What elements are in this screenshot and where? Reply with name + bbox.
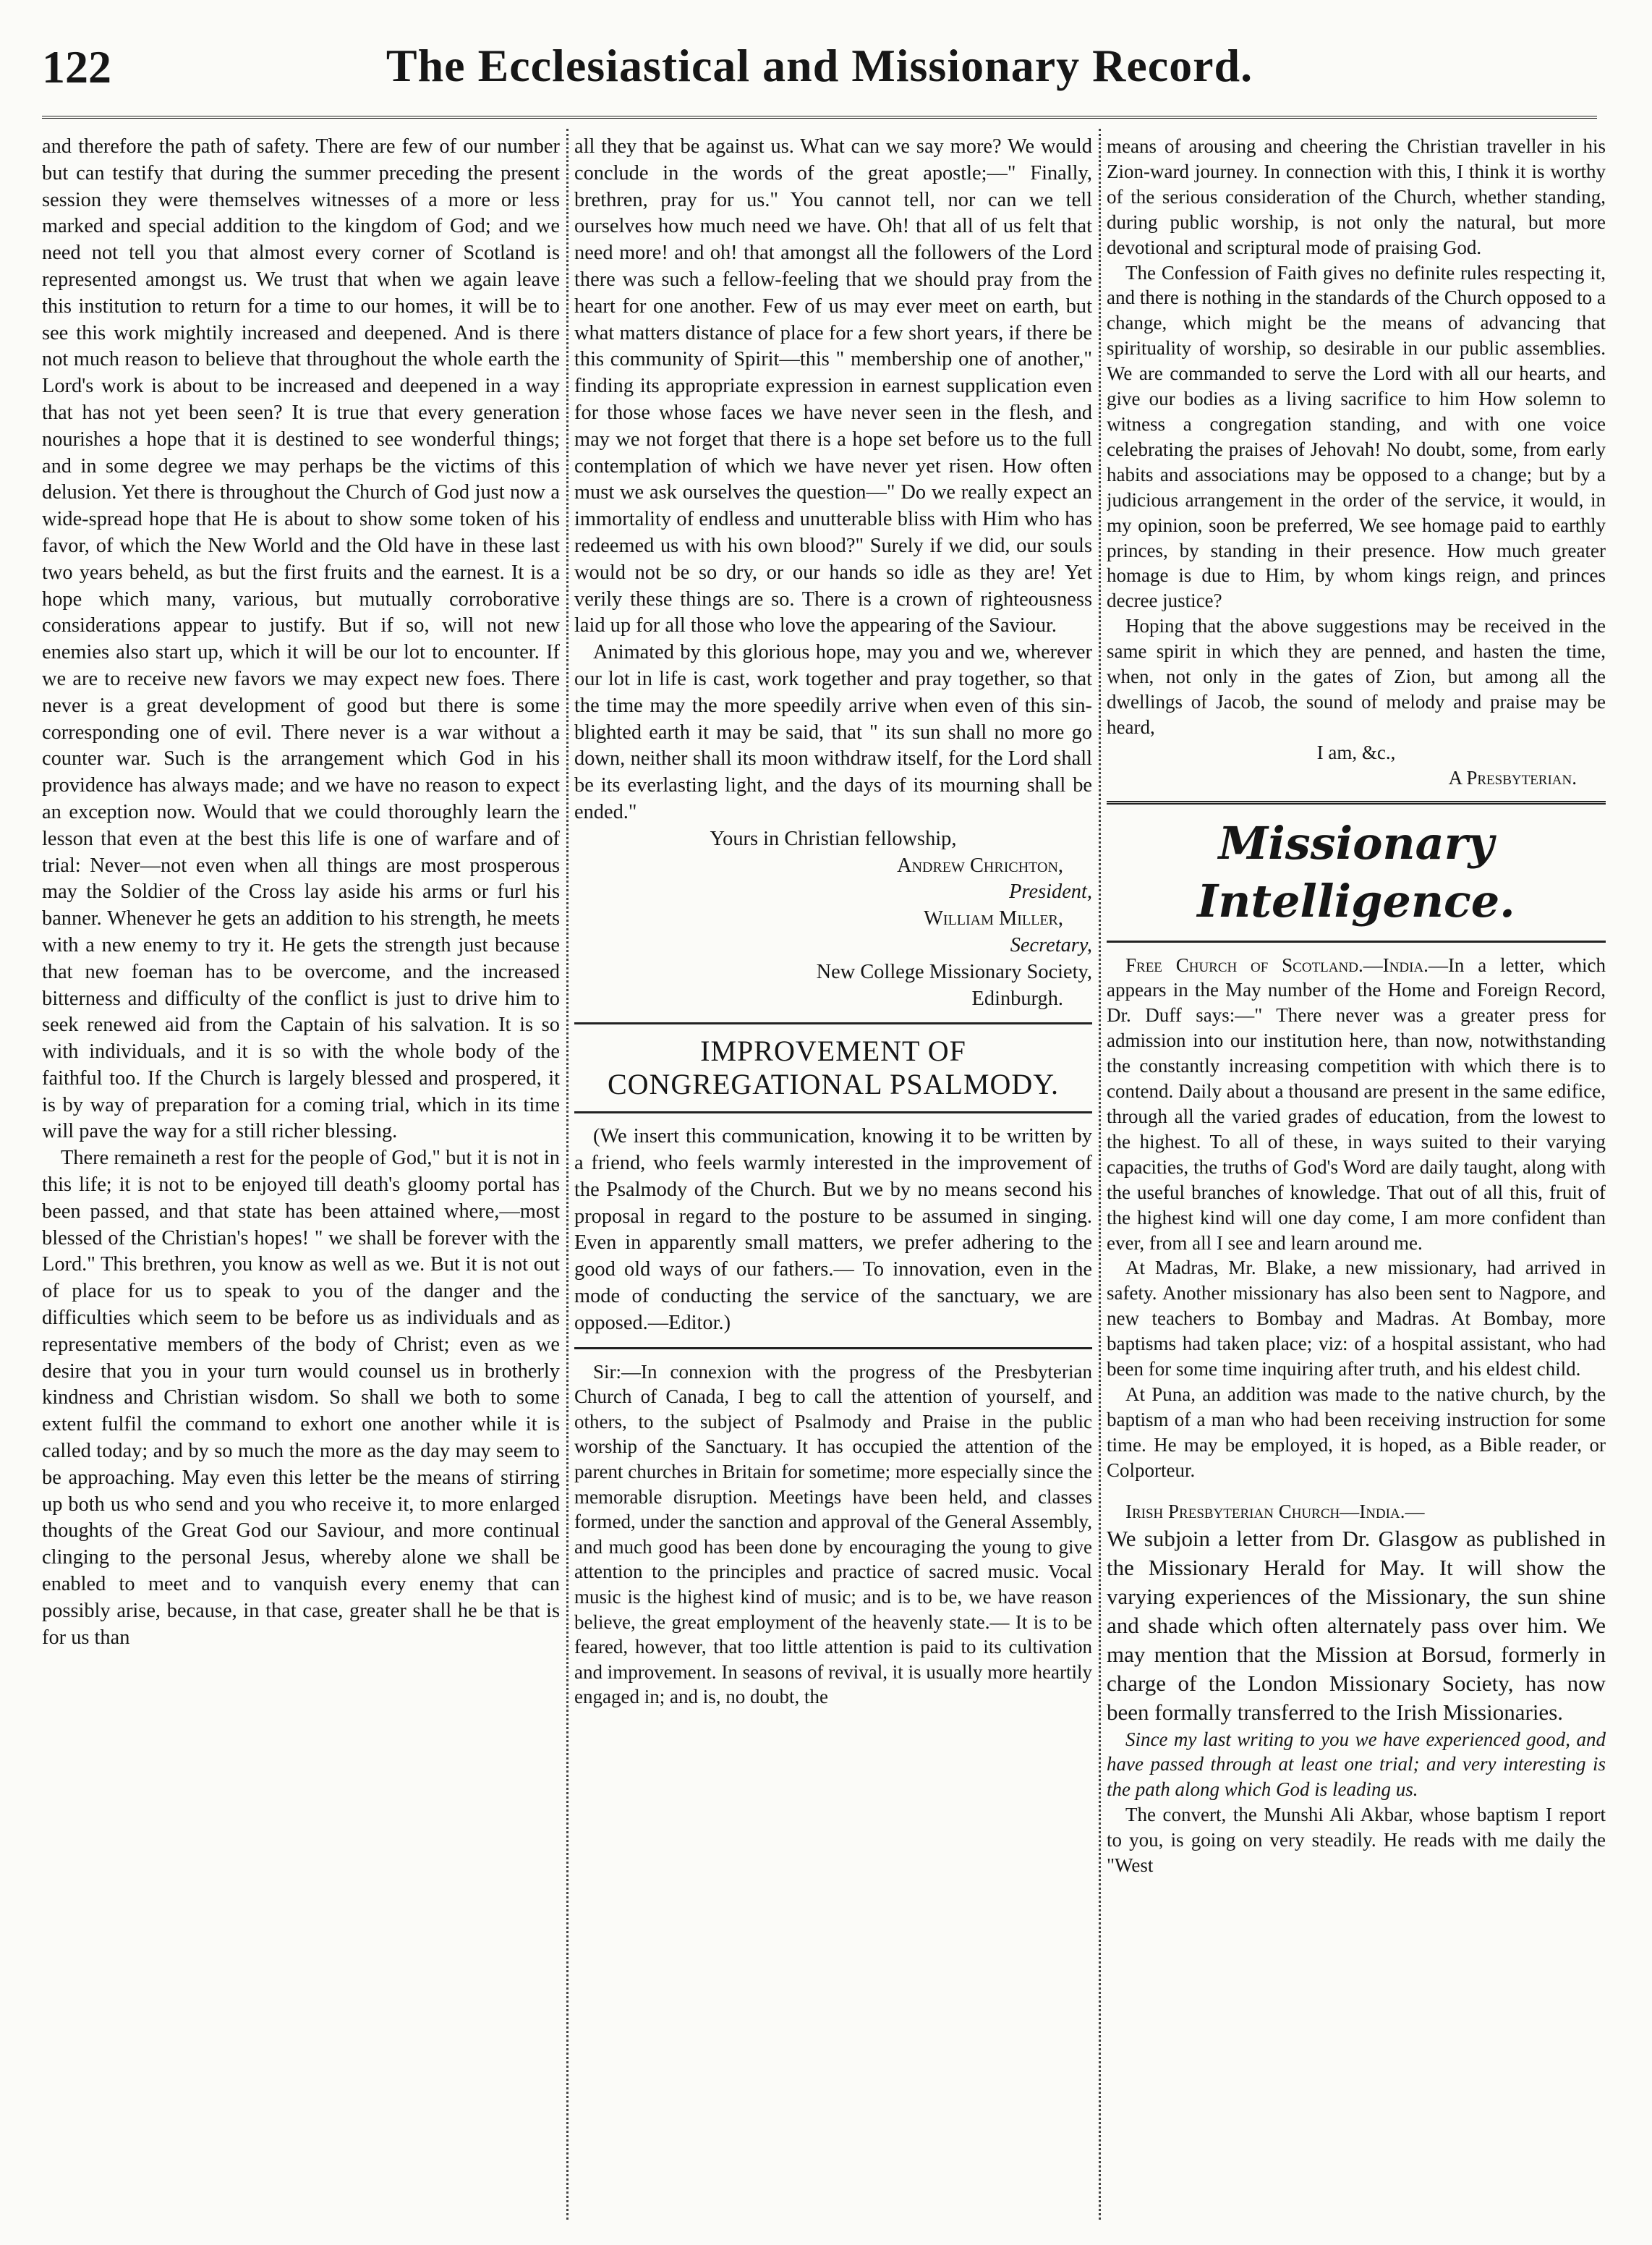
editor-note: (We insert this communication, knowing it to be written by a friend, who feels warmly interested in the improvement of the Psalmody of the Church. But we by no means second his proposal in regard to the posture to be assumed in singing. Even in apparently small matters, we prefer adhering to the good old ways of our fathers.— To innovation, even in the mode of conducting the service of the sanctuary, we are opposed.—Editor.) [574,1125,1092,1334]
section-rule [574,1111,1092,1113]
header-rule [42,116,1597,119]
section-title: Missionary Intelligence. [1197,816,1515,928]
signer-name: A Presbyterian. [1448,766,1577,789]
page-number: 122 [42,41,111,93]
page-header [42,26,1597,106]
section-rule [574,1022,1092,1024]
paragraph: all they that be against us. What can we say more? We would conclude in the words of the great apostle;—" Finally, brethren, pray for us." You cannot tell, nor can we tell ourselves how much need we have. Oh! that all of us felt that need more! and oh! that amongst all the followers of the Lord there was such a fellow-feeling that we should pray from the heart for one another. Few of us may ever meet on earth, but what matters distance of place for a few short years, if there be this community of Spirit—this " membership one of another," finding its appropriate expression in earnest supplication even for those whose faces we have never seen in the flesh, and may we not forget that there is a hope set before us to the full contemplation of which we have never yet risen. How often must we ask ourselves the question—" Do we really expect an immortality of endless and unutterable bliss with Him who has redeemed us with his own blood?" Surely if we did, our souls would not be so dry, or our hands so idle as they are! Yet verily these things are so. There is a crown of righteousness laid up for all those who love the appearing of the Saviour. [574,135,1092,637]
paragraph: and therefore the path of safety. There are few of our number but can testify that during the summer preceding the present session they were themselves witnesses of a more or less marked and special addition to the kingdom of God; and we need not tell you that almost every corner of Scotland is represented amongst us. We trust that when we again leave this institution to return for a time to our homes, it will be to see this work mightily increased and deepened. And is there not much reason to believe that throughout the whole earth the Lord's work is about to be increased and deepened in a way that has not yet been seen? It is true that every generation nourishes a hope that it is destined to see wonderful things; and in some degree we may perhaps be the victims of this delusion. Yet there is throughout the Church of God just now a wide-spread hope that He is about to show some token of his favor, of which the New World and the Old have in these last two years beheld, as but the first fruits and the earnest. It is a hope which many, various, but mutually corroborative considerations appear to justify. But if so, will not new enemies also start up, which it will be our lot to encounter. If we are to receive new favors we may expect new foes. There never is a great development of good but there is some corresponding one of evil. There never is a war without a counter war. Such is the arrangement which God in his providence has always made; and we have no reason to expect an exception now. Would that we could thoroughly learn the lesson that even at the best this life is one of warfare and of trial: Never—not even when all things are most prosperous may the Soldier of the Cross lay aside his arms or furl his banner. Whenever he gets an addition to his strength, he meets with a new enemy to try it. He gets the strength just because that new foeman has to be overcome, and the increased bitterness and difficulty of the conflict is just to drive him to seek renewed aid from the Captain of his salvation. It is so with individuals, and it is so with the whole body of the faithful too. If the Church is largely blessed and prospered, it is by way of preparation for a coming trial, which in its time will pave the way for a still richer blessing. [42,135,560,1143]
paragraph: Hoping that the above suggestions may be received in the same spirit in which they are penned, and hasten the time, when, not only in the gates of Zion, but among all the dwellings of Jacob, the sound of melody and praise may be heard, [1107,615,1606,738]
paragraph: Since my last writing to you we have experienced good, and have passed through at least one trial; and very interesting is the path along which God is leading us. [1107,1728,1606,1801]
column-divider [1099,129,1101,2220]
column-2 [574,134,1092,2218]
paragraph: We subjoin a letter from Dr. Glasgow as published in the Missionary Herald for May. It will show the varying experiences of the Missionary, the sun shine and shade which often alternately pass over him. We may mention that the Mission at Borsud, formerly in charge of the London Missionary Society, has now been formally transferred to the Irish Missionaries. [1107,1525,1606,1725]
paragraph: At Puna, an addition was made to the native church, by the baptism of a man who had been receiving instruction for some time. He may be employed, it is hoped, as a Bible reader, or Colporteur. [1107,1383,1606,1481]
paragraph: means of arousing and cheering the Christian traveller in his Zion-ward journey. In connection with this, I think it is worthy of the serious consideration of the Church, whether standing, during public worship, is not only the natural, but more devotional and scriptural mode of praising God. [1107,135,1606,258]
place-name: Edinburgh. [971,987,1063,1010]
paragraph: The Confession of Faith gives no definite rules respecting it, and there is nothing in the standards of the Church opposed to a change, which might be the means of advancing that spirituality of worship, so desirable in our public assemblies. We are commanded to serve the Lord with all our hearts, and give our bodies as a living sacrifice to him How solemn to witness a congregation standing, and with one voice celebrating the praises of Jehovah! No doubt, some, from early habits and associations may be opposed to a change; but by a judicious arrangement in the order of the service, it would, in my opinion, soon be preferred, We see homage paid to earthly princes, by standing in their presence. How much greater homage is due to Him, by whom kings reign, and princes decree justice? [1107,261,1606,612]
signer-name: Andrew Chrichton, [897,854,1063,877]
signer-role: Secretary, [1010,933,1092,956]
signer-role: President, [1009,880,1092,904]
paragraph: At Madras, Mr. Blake, a new missionary, had arrived in safety. Another missionary has also been sent to Nagpore, and new teachers to Bombay and Madras. At Bombay, more baptisms had taken place; viz: of a hospital assistant, who had been for some time inquiring after truth, and his eldest child. [1107,1257,1606,1380]
letter-closing: I am, &c., [1316,741,1396,763]
column-divider [566,129,569,2220]
letter-body: Sir:—In connexion with the progress of the Presbyterian Church of Canada, I beg to call the attention of yourself, and others, to the subject of Psalmody and Praise in the public worship of the Sanctuary. It has occupied the attention of the parent churches in Britain for sometime; more especially since the memorable disruption. Meetings have been held, and classes formed, under the sanction and approval of the General Assembly, and much good has been done by encouraging the young to give attention to the principles and practice of sacred music. Vocal music is the highest kind of music; and is to be, we have reason believe, the great employment of the heavenly state.— It is to be feared, however, that too little attention is paid to its cultivation and improvement. In seasons of revival, it is usually more heartily engaged in; and is, no doubt, the [574,1360,1092,1708]
section-rule [1107,941,1606,943]
section-rule [1107,801,1606,805]
section-rule [574,1347,1092,1349]
signer-name: William Miller, [924,907,1063,930]
organization-name: New College Missionary Society, [816,960,1092,983]
letter-closing: Yours in Christian fellowship, [710,827,957,850]
article-heading: Irish Presbyterian Church—India.— [1125,1500,1425,1522]
paragraph: —In a letter, which appears in the May number of the Home and Foreign Record, Dr. Duff says:—" There never was a greater press for admission into our institution here, than now, notwithstanding the constantly increasing competition with which there is to contend. Daily about a thousand are present in the same edifice, through all the varied grades of education, from the lowest to the highest. To all of these, in ways suited to their varying capacities, the truths of God's Word are daily taught, along with the useful branches of knowledge. That out of all this, fruit of the highest kind will one day come, I am more confident than ever, from all I see and learn around me. [1107,954,1606,1254]
paragraph: There remaineth a rest for the people of God," but it is not in this life; it is not to be enjoyed till death's gloomy portal has been passed, and that state has been attained where,—most blessed of the Christian's hopes! " we shall be forever with the Lord." This brethren, you know as well as we. But it is not out of place for us to speak to you of the danger and the difficulties which seem to be before us as individuals and as representative members of the body of Christ; even as we desire that you in your turn would counsel us in brotherly kindness and Christian wisdom. So shall we both to some extent fulfil the command to exhort one another while it is called today; and by so much the more as the day may seem to be approaching. May even this letter be the means of stirring up both us who send and you who receive it, to more enlarged thoughts of the Great God our Saviour, and more continual clinging to the personal Jesus, whereby alone we shall be enabled to meet and to vanquish every enemy that can possibly arise, because, in that case, greater shall he be that is for us than [42,1147,560,1649]
paragraph: Animated by this glorious hope, may you and we, wherever our lot in life is cast, work together and pray together, so that the time may the more speedily arrive when even of this sin-blighted earth it may be said, that " its sun shall no more go down, neither shall its moon withdraw itself, for the Lord shall be its everlasting light, and the days of its mourning shall be ended." [574,641,1092,823]
running-title: The Ecclesiastical and Missionary Record. [386,40,1253,91]
section-title: IMPROVEMENT OF CONGREGATIONAL PSALMODY. [607,1035,1060,1101]
paragraph: The convert, the Munshi Ali Akbar, whose baptism I report to you, is going on very steadily. He reads with me daily the "West [1107,1804,1606,1877]
column-1 [42,134,560,2218]
column-3 [1107,134,1606,2218]
article-heading: Free Church of Scotland.—India. [1125,954,1429,976]
